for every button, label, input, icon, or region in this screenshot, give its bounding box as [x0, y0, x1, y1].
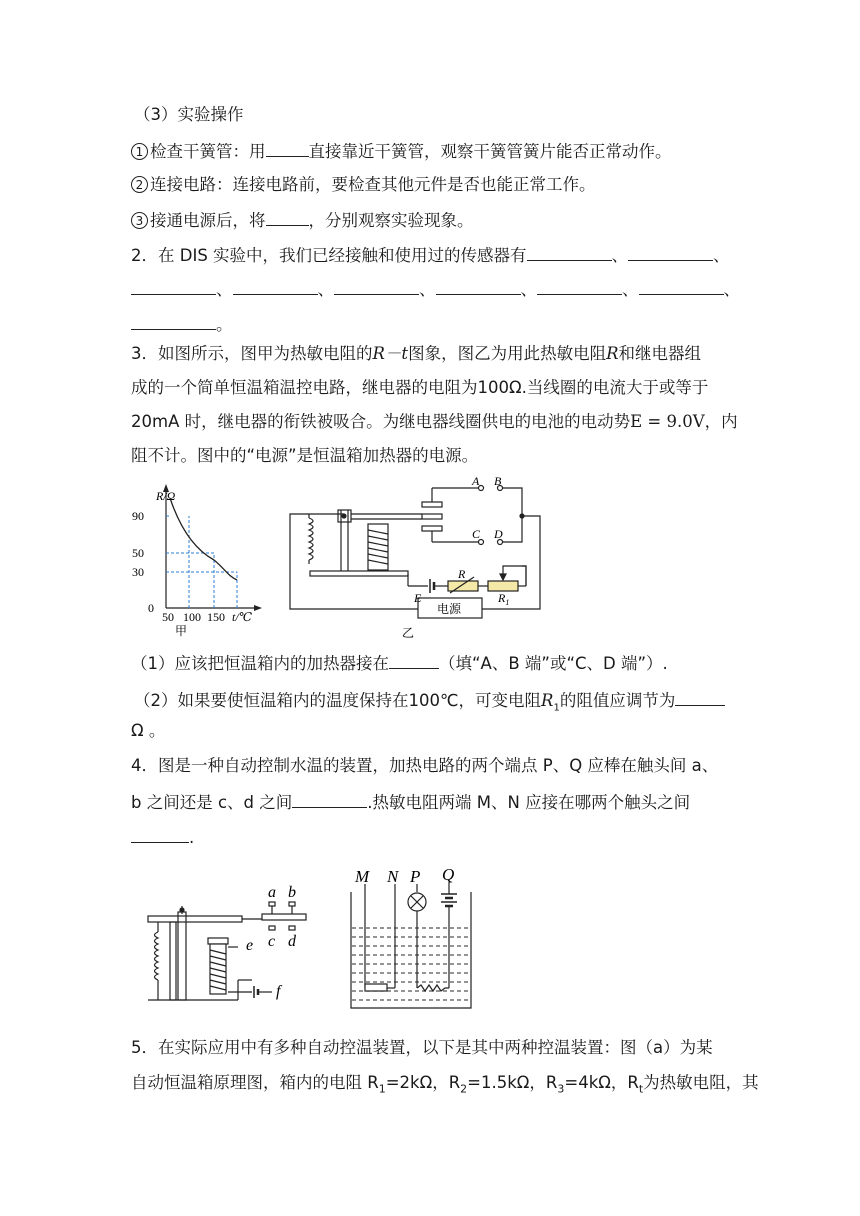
x-tick-100: 100	[183, 610, 201, 624]
step-number: 2	[131, 176, 148, 193]
svg-text:d: d	[288, 933, 296, 950]
q5-line1: 5．在实际应用中有多种自动控温装置，以下是其中两种控温装置：图（a）为某	[131, 1038, 713, 1057]
svg-text:D: D	[494, 527, 503, 541]
answer-blank[interactable]	[233, 277, 318, 295]
q3-sub1: （1）应该把恒温箱内的加热器接在 （填“A、B 端”或“C、D 端”）.	[131, 651, 668, 675]
answer-blank[interactable]	[266, 208, 309, 226]
step-number: 3	[131, 212, 148, 229]
svg-text:R1: $R_1$	[498, 591, 510, 607]
q3-line2: 成的一个简单恒温箱温控电路，继电器的电阻为100Ω.当线圈的电流大于或等于	[131, 378, 709, 397]
rt-curve	[170, 498, 237, 580]
svg-text:R: R	[458, 567, 466, 581]
answer-blank[interactable]	[628, 243, 713, 261]
q2-line1: 2．在 DIS 实验中，我们已经接触和使用过的传感器有 、 、	[131, 243, 730, 267]
svg-text:Q: Q	[442, 865, 455, 884]
figure-yi-relay-circuit	[282, 474, 552, 642]
y-tick-30: 30	[132, 565, 144, 579]
answer-blank[interactable]	[292, 790, 367, 808]
answer-blank[interactable]	[266, 139, 309, 157]
q1-step2: 2 连接电路：连接电路前，要检查其他元件是否也能正常工作。	[131, 174, 596, 196]
answer-blank[interactable]	[131, 277, 216, 295]
figure-q4-relay	[140, 880, 310, 1010]
svg-text:P: P	[410, 867, 421, 886]
right-wire	[503, 488, 522, 542]
answer-blank[interactable]	[675, 688, 725, 706]
figure-q4-water-tank	[345, 862, 485, 1022]
q3-sub2-unit: Ω 。	[131, 721, 166, 740]
svg-text:N: N	[387, 867, 399, 886]
variable-resistor-r1	[488, 581, 518, 591]
step-number: 1	[131, 143, 148, 160]
answer-blank[interactable]	[527, 243, 612, 261]
q5-line2: 自动恒温箱原理图，箱内的电阻 $R_1=2k\Omega$，$R_2=1.5k\Omega$，$R_3=4k\Omega$，$R_t$为热敏电阻，其	[131, 1073, 759, 1096]
x-axis-label: t/℃	[232, 610, 253, 624]
spring	[155, 932, 159, 980]
y-axis-label: R/Ω	[156, 489, 176, 503]
svg-text:E: E	[414, 591, 422, 605]
relay-base	[310, 571, 408, 576]
q3-line1: 3．如图所示，图甲为热敏电阻的R－t图象，图乙为用此热敏电阻R和继电器组	[131, 344, 701, 363]
answer-blank[interactable]	[131, 312, 216, 330]
svg-text:e: e	[246, 937, 254, 954]
q1-sub3: （3）实验操作	[134, 105, 244, 124]
svg-text:b: b	[288, 884, 296, 901]
svg-text:a: a	[268, 884, 276, 901]
q4-line1: 4．图是一种自动控制水温的装置，加热电路的两个端点 P、Q 应棒在触头间 a、	[131, 756, 719, 775]
answer-blank[interactable]	[334, 277, 419, 295]
q4-line2: b 之间还是 c、d 之间 .热敏电阻两端 M、N 应接在哪两个触头之间	[131, 790, 690, 814]
q2-line2: 、 、 、 、 、 、	[131, 277, 740, 301]
y-tick-50: 50	[132, 546, 144, 560]
svg-text:c: c	[268, 933, 276, 950]
x-axis-arrow-icon	[254, 605, 262, 611]
answer-blank[interactable]	[436, 277, 521, 295]
x-tick-150: 150	[207, 610, 225, 624]
q3-line3: 20mA 时，继电器的衔铁被吸合。为继电器线圈供电的电池的电动势E = 9.0V，内	[131, 412, 738, 431]
svg-text:B: B	[494, 474, 502, 488]
figure-jia-rt-graph	[128, 482, 268, 642]
svg-text:C: C	[472, 527, 481, 541]
thermistor	[365, 984, 387, 991]
power-label: 电源	[437, 602, 462, 616]
q4-line3: .	[131, 825, 194, 849]
q2-line3: 。	[131, 312, 233, 336]
thermistor-r	[448, 581, 478, 591]
heater-wire	[417, 985, 449, 991]
answer-blank[interactable]	[131, 825, 189, 843]
q3-sub2: （2）如果要使恒温箱内的温度保持在100℃，可变电阻$R_1$的阻值应调节为	[134, 688, 725, 719]
x-tick-50: 50	[162, 610, 174, 624]
spring	[309, 518, 313, 560]
origin-label: 0	[148, 601, 154, 615]
q1-step1: 1 检查干簧管：用 直接靠近干簧管，观察干簧管簧片能否正常动作。	[131, 139, 672, 163]
svg-text:f: f	[276, 983, 281, 1000]
guide-lines	[166, 516, 237, 608]
answer-blank[interactable]	[537, 277, 622, 295]
figure-caption: 乙	[402, 626, 415, 640]
q1-step3: 3 接通电源后，将 ，分别观察实验现象。	[131, 208, 474, 232]
svg-text:A: A	[472, 474, 480, 488]
figure-caption: 甲	[175, 624, 188, 638]
q3-line4: 阻不计。图中的“电源”是恒温箱加热器的电源。	[131, 446, 479, 465]
svg-text:M: M	[355, 867, 370, 886]
answer-blank[interactable]	[389, 651, 439, 669]
answer-blank[interactable]	[639, 277, 724, 295]
y-tick-90: 90	[132, 509, 144, 523]
